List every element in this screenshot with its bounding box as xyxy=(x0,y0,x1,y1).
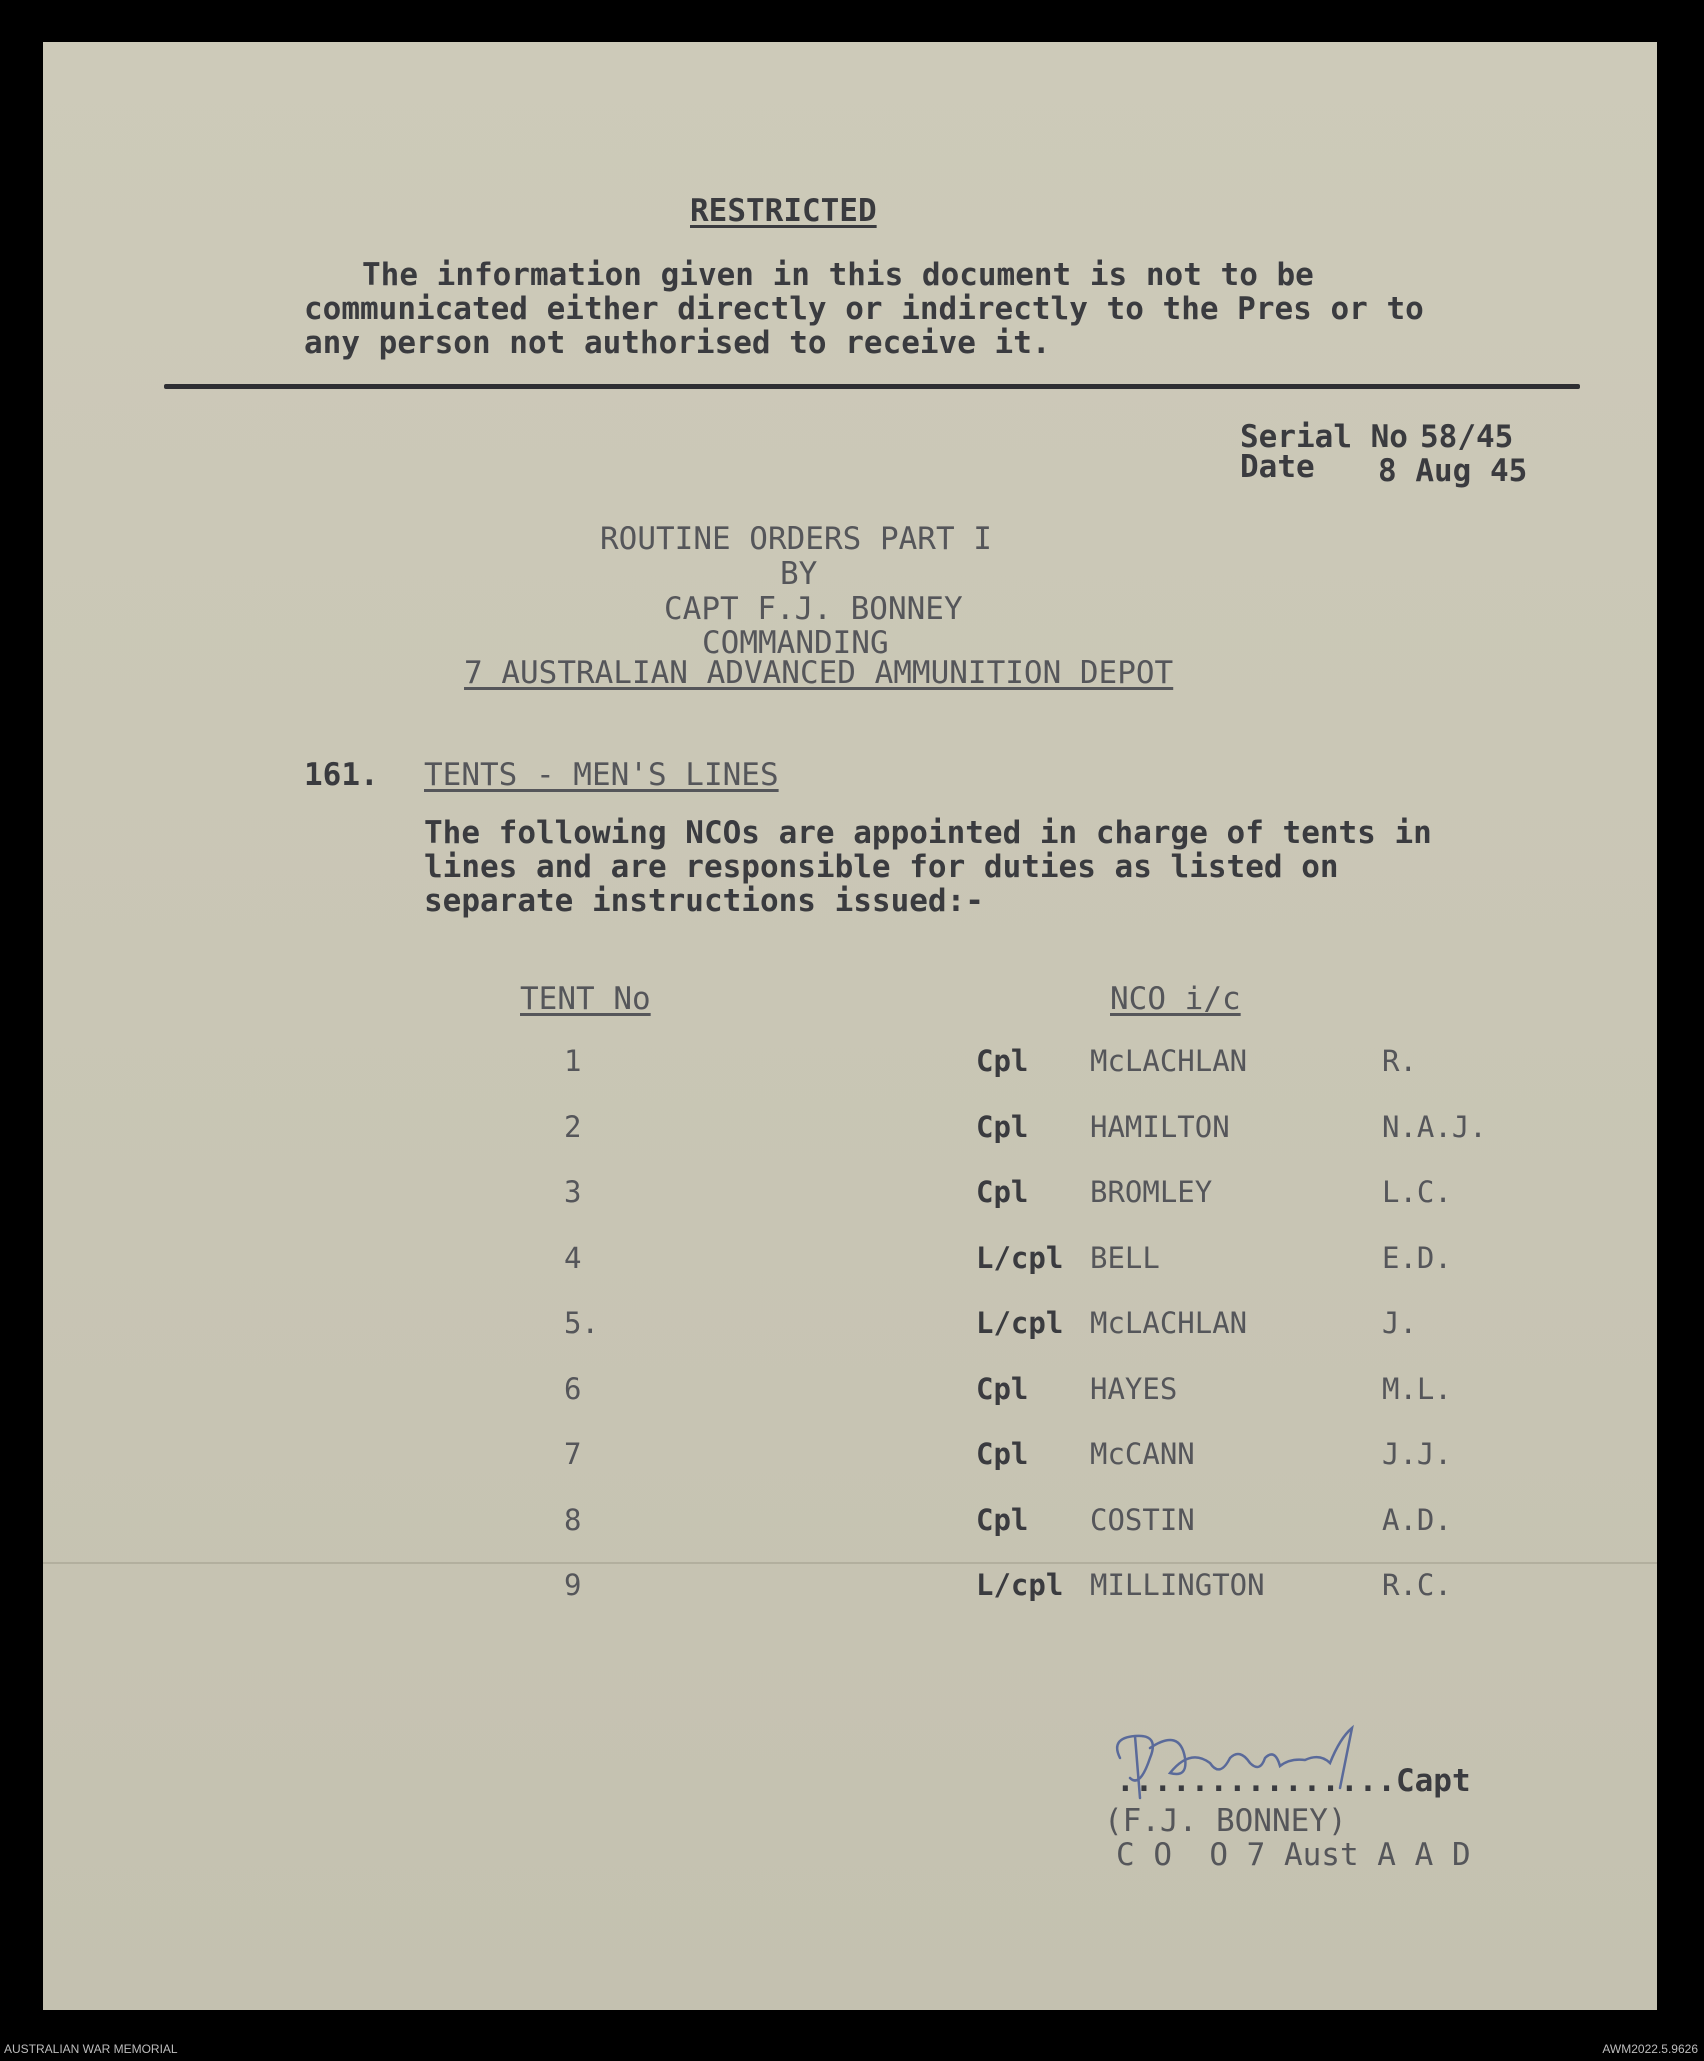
signature-line: ...............Capt xyxy=(1116,1763,1471,1799)
nco-name: BROMLEY xyxy=(1090,1175,1213,1209)
nco-initials: L.C. xyxy=(1382,1175,1452,1209)
nco-name: McLACHLAN xyxy=(1090,1044,1248,1078)
paper-fold xyxy=(43,1562,1657,1564)
serial-value: 58/45 xyxy=(1420,419,1514,455)
nco-name: McLACHLAN xyxy=(1090,1306,1248,1340)
nco-name: COSTIN xyxy=(1090,1503,1195,1537)
col-heading-tent: TENT No xyxy=(520,981,651,1017)
nco-initials: J.J. xyxy=(1382,1437,1452,1471)
notice-line-3: any person not authorised to receive it. xyxy=(304,325,1051,361)
signatory-name: (F.J. BONNEY) xyxy=(1104,1803,1347,1839)
footer-accession: AWM2022.5.9626 xyxy=(1602,2042,1698,2056)
col-heading-nco: NCO i/c xyxy=(1110,981,1241,1017)
title-line-4: COMMANDING xyxy=(702,625,889,661)
order-heading: TENTS - MEN'S LINES xyxy=(424,757,779,793)
order-body-line-3: separate instructions issued:- xyxy=(424,883,984,919)
header-divider xyxy=(164,384,1580,389)
notice-line-1: The information given in this document is not to be xyxy=(362,257,1314,293)
nco-rank: Cpl xyxy=(976,1372,1029,1406)
nco-rank: L/cpl xyxy=(976,1568,1064,1602)
title-line-2: BY xyxy=(780,556,818,592)
tent-number: 5. xyxy=(564,1306,599,1340)
title-line-3: CAPT F.J. BONNEY xyxy=(664,591,963,627)
nco-name: HAYES xyxy=(1090,1372,1178,1406)
nco-initials: J. xyxy=(1382,1306,1417,1340)
nco-rank: Cpl xyxy=(976,1503,1029,1537)
serial-label: Serial No xyxy=(1240,419,1408,455)
tent-number: 8 xyxy=(564,1503,582,1537)
nco-initials: E.D. xyxy=(1382,1241,1452,1275)
order-body-line-2: lines and are responsible for duties as listed on xyxy=(424,849,1339,885)
nco-name: MILLINGTON xyxy=(1090,1568,1265,1602)
nco-rank: L/cpl xyxy=(976,1241,1064,1275)
nco-initials: A.D. xyxy=(1382,1503,1452,1537)
nco-initials: R. xyxy=(1382,1044,1417,1078)
title-line-5: 7 AUSTRALIAN ADVANCED AMMUNITION DEPOT xyxy=(464,655,1174,691)
nco-initials: R.C. xyxy=(1382,1568,1452,1602)
nco-rank: L/cpl xyxy=(976,1306,1064,1340)
nco-initials: M.L. xyxy=(1382,1372,1452,1406)
tent-number: 6 xyxy=(564,1372,582,1406)
nco-name: BELL xyxy=(1090,1241,1160,1275)
footer-source: AUSTRALIAN WAR MEMORIAL xyxy=(4,2042,178,2056)
nco-initials: N.A.J. xyxy=(1382,1110,1487,1144)
nco-rank: Cpl xyxy=(976,1175,1029,1209)
notice-line-2: communicated either directly or indirectly to the Pres or to xyxy=(304,291,1424,327)
title-line-1: ROUTINE ORDERS PART I xyxy=(600,521,992,557)
nco-name: McCANN xyxy=(1090,1437,1195,1471)
date-label: Date xyxy=(1240,449,1315,485)
date-value: 8 Aug 45 xyxy=(1378,453,1528,489)
order-number: 161. xyxy=(304,757,379,793)
tent-number: 2 xyxy=(564,1110,582,1144)
order-body-line-1: The following NCOs are appointed in charge of tents in xyxy=(424,815,1432,851)
nco-rank: Cpl xyxy=(976,1437,1029,1471)
tent-number: 4 xyxy=(564,1241,582,1275)
nco-rank: Cpl xyxy=(976,1110,1029,1144)
tent-number: 9 xyxy=(564,1568,582,1602)
tent-number: 1 xyxy=(564,1044,582,1078)
tent-number: 3 xyxy=(564,1175,582,1209)
nco-name: HAMILTON xyxy=(1090,1110,1230,1144)
classification-heading: RESTRICTED xyxy=(690,193,877,229)
tent-number: 7 xyxy=(564,1437,582,1471)
nco-rank: Cpl xyxy=(976,1044,1029,1078)
signatory-unit: C O O 7 Aust A A D xyxy=(1116,1837,1471,1873)
